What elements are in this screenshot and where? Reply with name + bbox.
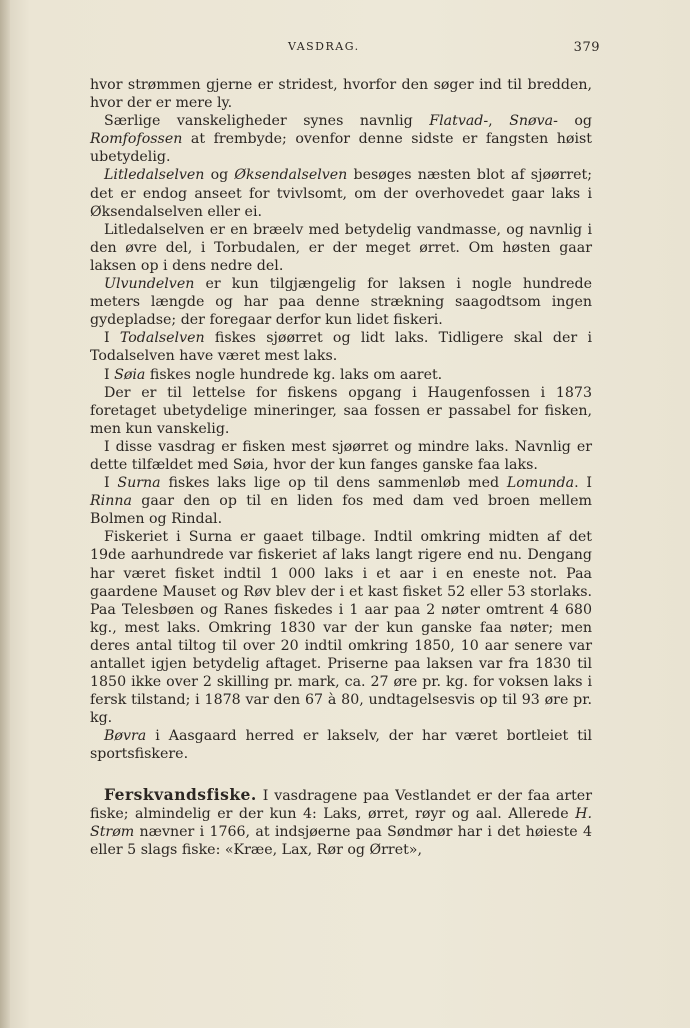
river-name: Romfofossen xyxy=(90,131,183,148)
river-name: Øksendalselven xyxy=(234,167,348,184)
paragraph-11: Fiskeriet i Surna er gaaet tilbage. Indtil omkring midten af det 19de aarhundrede var fiskeriet af laks langt rigere end nu. Dengang har været fisket indtil 1 000 laks i et aar i en eneste not. Paa gaardene Mauset og Røv blev der i et kast fisket 52 eller 53 storlaks. Paa Telesbøen og Ranes fiskedes i 1 aar paa 2 nøter omtrent 4 680 kg., mest laks. Omkring 1830 var der kun ganske faa nøter; men deres antal tiltog til over 20 indtil omkring 1850, 10 aar senere var antallet igjen betydelig aftaget. Priserne paa laksen var fra 1830 til 1850 ikke over 2 skilling pr. mark, ca. 27 øre pr. kg. for voksen laks i fersk tilstand; i 1878 var den 67 à 80, undtagelsesvis op til 93 øre pr. kg. xyxy=(90,529,592,727)
running-head xyxy=(90,40,600,56)
river-name: Lomunda xyxy=(506,475,575,492)
river-name: Todalselven xyxy=(119,330,205,347)
river-name: Snøva- xyxy=(509,113,558,130)
paragraph-8: Der er til lettelse for fiskens opgang i Haugenfossen i 1873 foretaget ubetydelige mineringer, saa fossen er passabel for fisken, men kun vanskelig. xyxy=(90,384,592,437)
paragraph-10: I Surna fiskes laks lige op til dens sammenløb med Lomunda. I Rinna gaar den op til en liden fos med dam ved broen mellem Bolmen og Rindal. xyxy=(90,475,592,528)
section-ferskvandsfiske: Ferskvandsfiske. I vasdragene paa Vestlandet er der faa arter fiske; almindelig er der kun 4: Laks, ørret, røyr og aal. Allerede H. Strøm nævner i 1766, at indsjøerne paa Søndmør har i det høieste 4 eller 5 slags fiske: «Kræe, Lax, Rør og Ørret», xyxy=(90,784,592,858)
paragraph-6: I Todalselven fiskes sjøørret og lidt laks. Tidligere skal der i Todalselven have været mest laks. xyxy=(90,330,592,365)
body-text xyxy=(90,76,592,859)
paragraph-3: Litledalselven og Øksendalselven besøges næsten blot af sjøørret; det er endog anseet for tvivlsomt, om der overhovedet gaar laks i Øksendalselven eller ei. xyxy=(90,167,593,220)
author-name: H. Strøm xyxy=(90,805,592,840)
section-heading: Ferskvandsfiske. xyxy=(104,784,257,804)
paragraph-7: I Søia fiskes nogle hundrede kg. laks om aaret. xyxy=(104,366,443,383)
binding-edge xyxy=(0,0,10,1028)
running-title: VASDRAG. xyxy=(288,40,360,53)
paragraph-2: Særlige vanskeligheder synes navnlig Flatvad-, Snøva- og Romfofossen at frembyde; ovenfor denne sidste er fangsten høist ubetydelig. xyxy=(90,113,593,166)
paragraph-5: Ulvundelven er kun tilgjængelig for laksen i nogle hundrede meters længde og har paa denne strækning saagodtsom ingen gydepladse; der foregaar derfor kun lidet fiskeri. xyxy=(90,276,592,329)
river-name: Litledalselven xyxy=(104,167,205,184)
page-number: 379 xyxy=(573,40,600,55)
river-name: Flatvad- xyxy=(429,113,489,130)
river-name: Søia xyxy=(114,366,146,383)
river-name: Surna xyxy=(117,475,161,492)
paragraph-4: Litledalselven er en bræelv med betydelig vandmasse, og navnlig i den øvre del, i Torbudalen, er der meget ørret. Om høsten gaar laksen op i dens nedre del. xyxy=(90,221,592,274)
river-name: Rinna xyxy=(90,493,132,510)
paragraph-9: I disse vasdrag er fisken mest sjøørret og mindre laks. Navnlig er dette tilfældet med Søia, hvor der kun fanges ganske faa laks. xyxy=(90,438,592,473)
paragraph-1: hvor strømmen gjerne er stridest, hvorfor den søger ind til bredden, hvor der er mere ly. xyxy=(90,77,592,112)
paragraph-12: Bøvra i Aasgaard herred er lakselv, der har været bortleiet til sportsfiskere. xyxy=(90,728,592,763)
river-name: Ulvundelven xyxy=(104,276,195,293)
river-name: Bøvra xyxy=(104,728,147,745)
